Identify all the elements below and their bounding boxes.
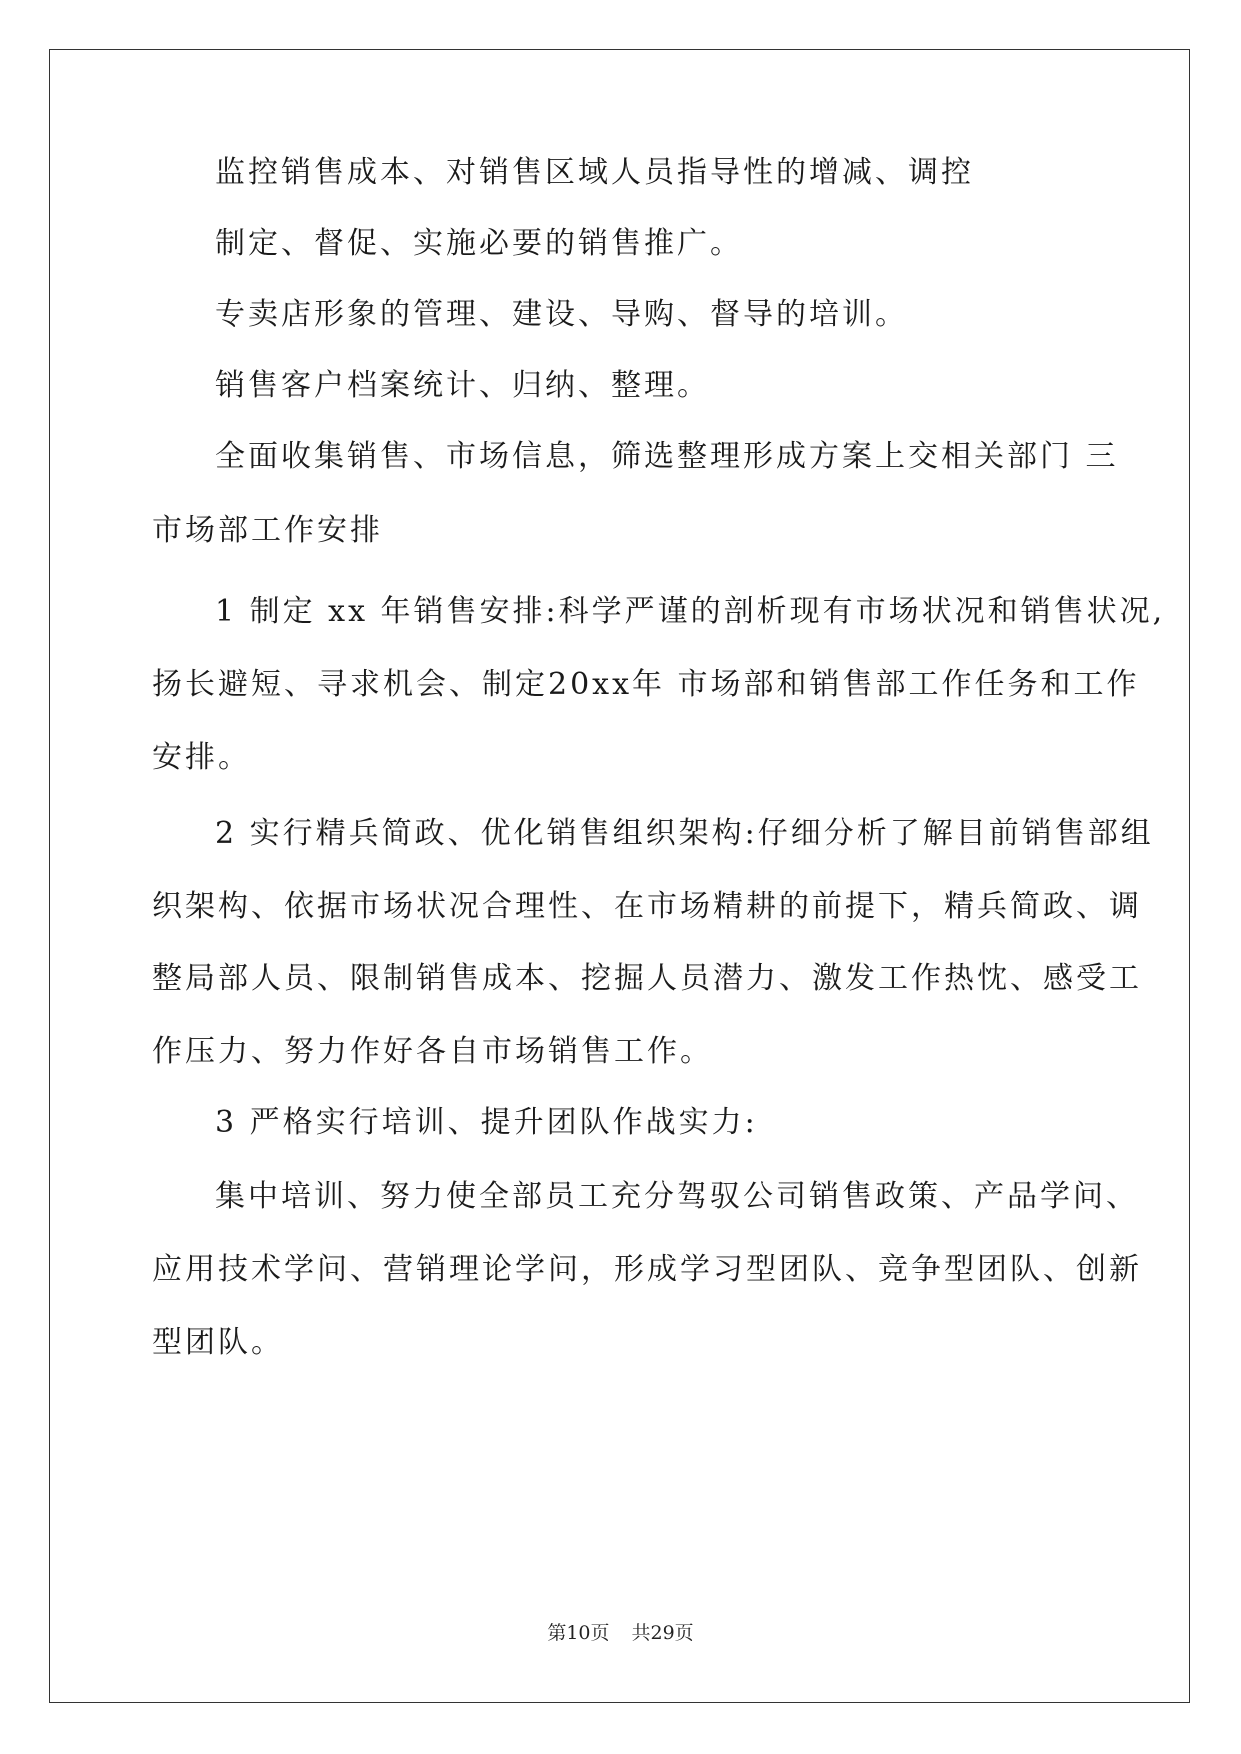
paragraph-line: 扬长避短、寻求机会、制定20xx年 市场部和销售部工作任务和工作 xyxy=(152,667,1140,702)
paragraph-line: 集中培训、努力使全部员工充分驾驭公司销售政策、产品学问、 xyxy=(215,1179,1139,1214)
paragraph-line: 专卖店形象的管理、建设、导购、督导的培训。 xyxy=(215,297,908,332)
page-total: 共29页 xyxy=(631,1622,694,1644)
paragraph-line: 2 实行精兵简政、优化销售组织架构:仔细分析了解目前销售部组 xyxy=(215,816,1154,851)
paragraph-line: 全面收集销售、市场信息，筛选整理形成方案上交相关部门 三 xyxy=(215,439,1119,474)
paragraph-line: 作压力、努力作好各自市场销售工作。 xyxy=(152,1034,713,1069)
paragraph-line: 整局部人员、限制销售成本、挖掘人员潜力、激发工作热忱、感受工 xyxy=(152,961,1142,996)
paragraph-line: 监控销售成本、对销售区域人员指导性的增减、调控 xyxy=(215,155,974,190)
paragraph-line: 安排。 xyxy=(152,740,251,775)
paragraph-line: 市场部工作安排 xyxy=(152,513,383,548)
paragraph-line: 3 严格实行培训、提升团队作战实力: xyxy=(215,1105,758,1140)
paragraph-line: 织架构、依据市场状况合理性、在市场精耕的前提下，精兵简政、调 xyxy=(152,889,1142,924)
page-number: 第10页 xyxy=(547,1622,610,1644)
paragraph-line: 型团队。 xyxy=(152,1325,284,1360)
paragraph-line: 销售客户档案统计、归纳、整理。 xyxy=(215,368,710,403)
paragraph-line: 1 制定 xx 年销售安排:科学严谨的剖析现有市场状况和销售状况, xyxy=(215,594,1166,629)
page-footer xyxy=(0,1618,1241,1645)
paragraph-line: 应用技术学问、营销理论学问，形成学习型团队、竞争型团队、创新 xyxy=(152,1252,1142,1287)
paragraph-line: 制定、督促、实施必要的销售推广。 xyxy=(215,226,743,261)
